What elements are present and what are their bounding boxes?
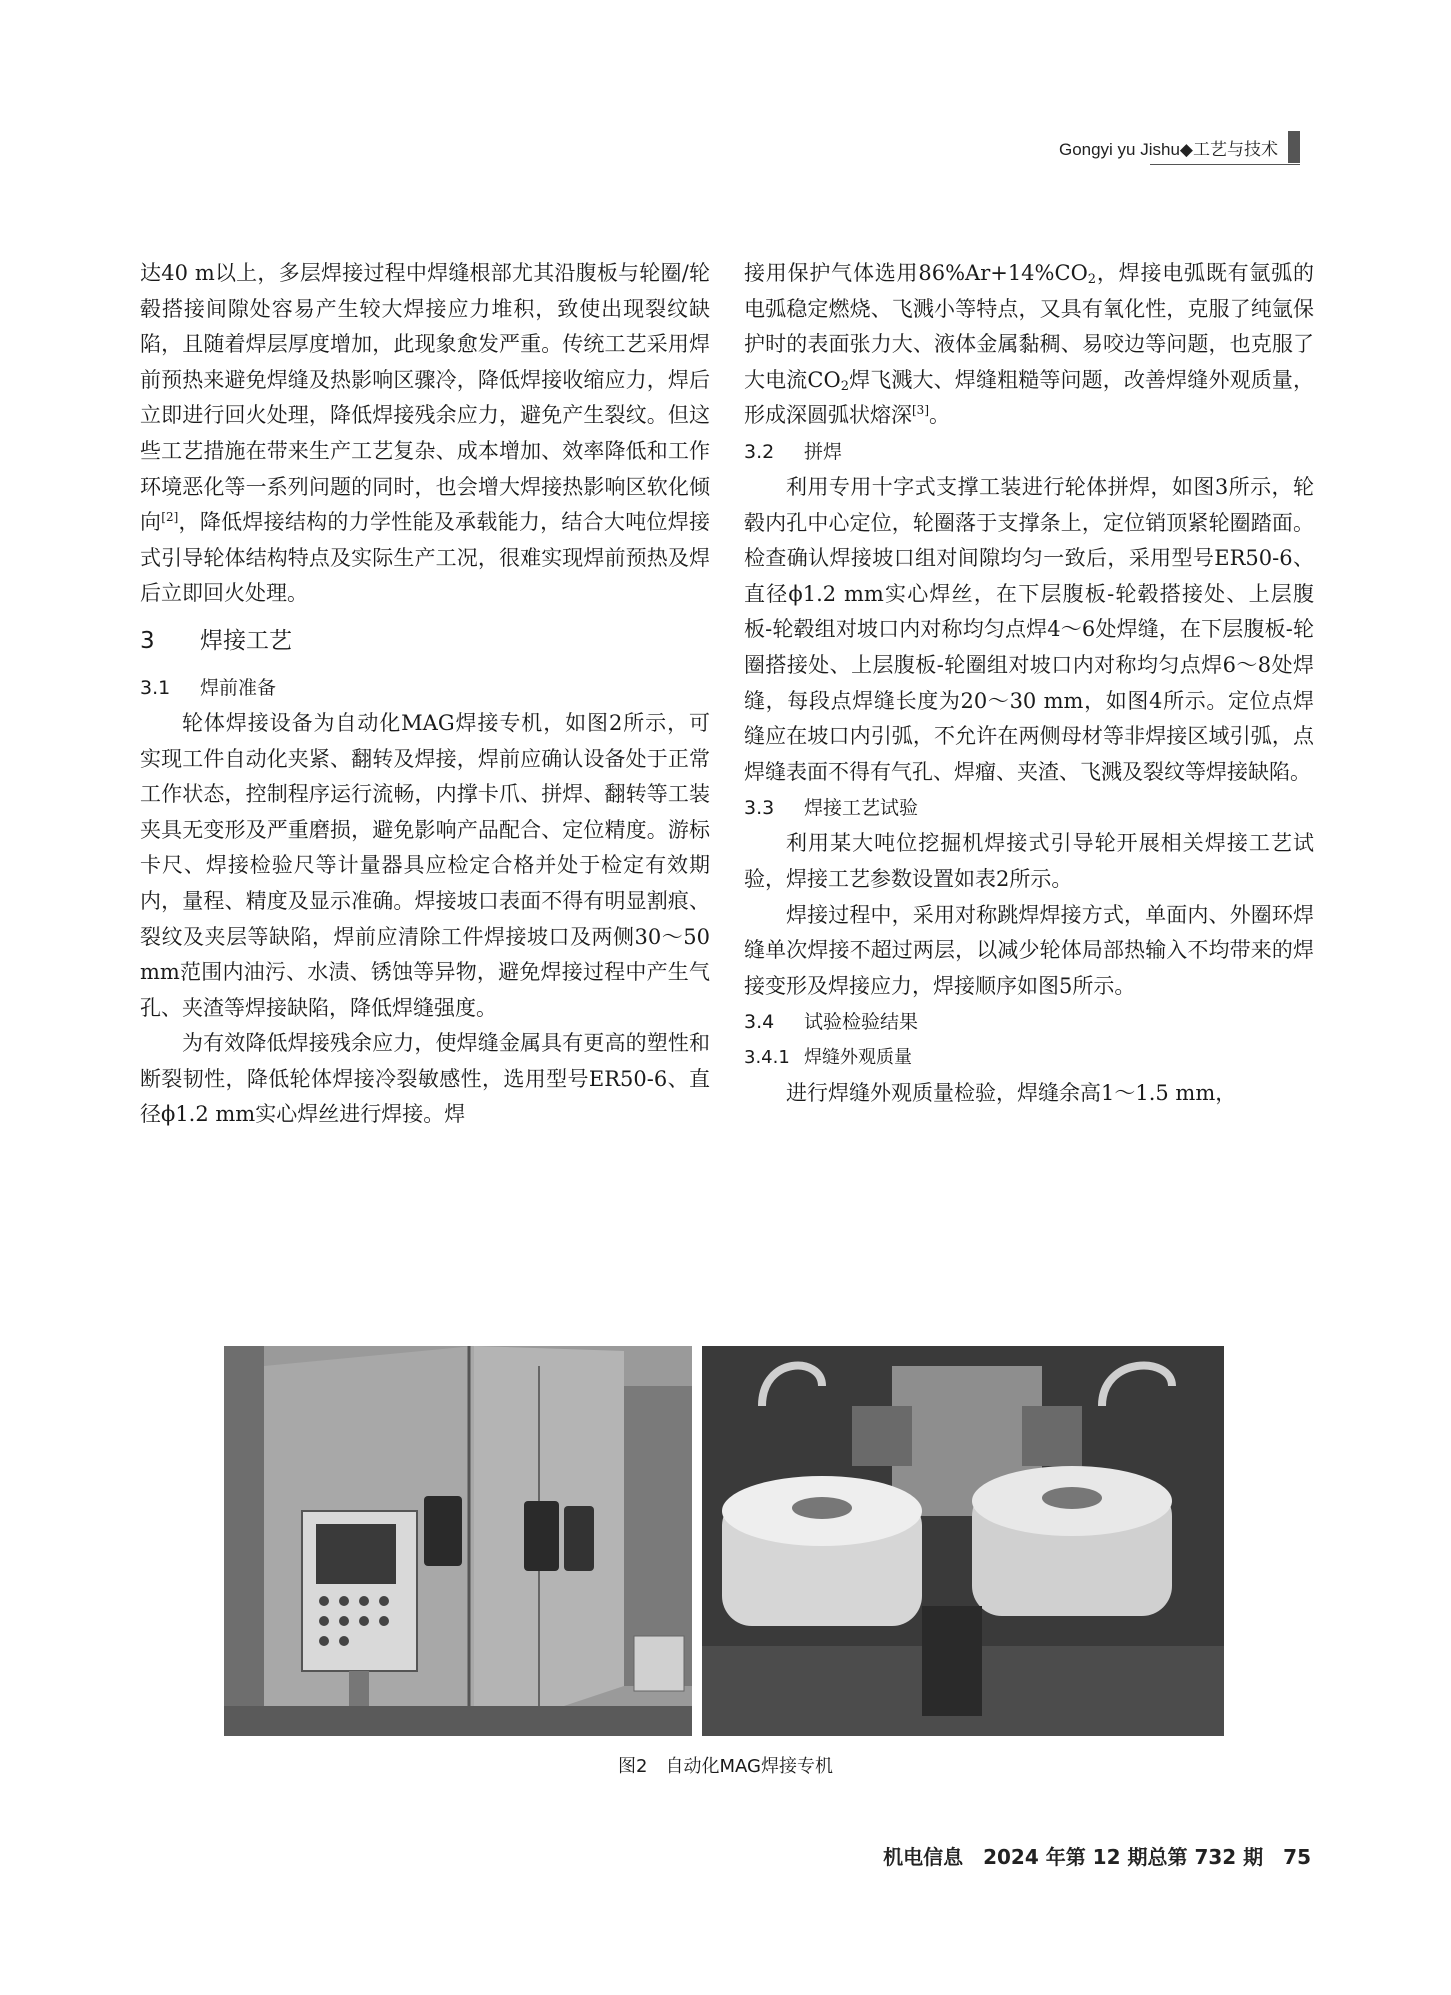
- issue-info: 2024 年第 12 期总第 732 期: [983, 1845, 1264, 1869]
- welding-machine-photo: [224, 1346, 692, 1736]
- page-number: 75: [1283, 1845, 1311, 1869]
- section-heading-3-3: 3.3 焊接工艺试验: [744, 797, 919, 820]
- left-column: [140, 256, 710, 1133]
- right-column: [744, 256, 1314, 1112]
- paragraph: 利用某大吨位挖掘机焊接式引导轮开展相关焊接工艺试验，焊接工艺参数设置如表2所示。: [744, 831, 1314, 891]
- section-heading-3-4-1: 3.4.1 焊缝外观质量: [744, 1047, 912, 1069]
- paragraph: 利用专用十字式支撑工装进行轮体拼焊，如图3所示，轮毂内孔中心定位，轮圈落于支撑条上，定位销顶紧轮圈踏面。检查确认焊接坡口组对间隙均匀一致后，采用型号ER50-6、直径ϕ1.2 mm实心焊丝，在下层腹板-轮毂搭接处、上层腹板-轮毂组对坡口内对称均匀点焊4～6处焊缝，在下层腹板-轮圈搭接处、上层腹板-轮圈组对坡口内对称均匀点焊6～8处焊缝，每段点焊缝长度为20～30 mm，如图4所示。定位点焊缝应在坡口内引弧，不允许在两侧母材等非焊接区域引弧，点焊缝表面不得有气孔、焊瘤、夹渣、飞溅及裂纹等焊接缺陷。: [744, 474, 1314, 784]
- paragraph: 为有效降低焊接残余应力，使焊缝金属具有更高的塑性和断裂韧性，降低轮体焊接冷裂敏感性，选用型号ER50-6、直径ϕ1.2 mm实心焊丝进行焊接。焊: [140, 1031, 710, 1127]
- running-header: [1000, 131, 1300, 167]
- paragraph: 焊接过程中，采用对称跳焊焊接方式，单面内、外圈环焊缝单次焊接不超过两层，以减少轮体局部热输入不均带来的焊接变形及焊接应力，焊接顺序如图5所示。: [744, 902, 1314, 998]
- figure-2: [224, 1346, 1224, 1736]
- header-rule: [1150, 164, 1300, 165]
- journal-name: 机电信息: [883, 1845, 964, 1869]
- paragraph: 接用保护气体选用$86\%Ar+14\%CO_2$，焊接电弧既有氩弧的电弧稳定燃烧、飞溅小等特点，又具有氧化性，克服了纯氩保护时的表面张力大、液体金属黏稠、易咬边等问题，也克服了大电流$CO_2$焊飞溅大、焊缝粗糙等问题，改善焊缝外观质量，形成深圆弧状熔深[3]。: [744, 261, 1315, 428]
- paragraph: 进行焊缝外观质量检验，焊缝余高1～1.5 mm，: [786, 1081, 1237, 1106]
- header-title: Gongyi yu Jishu◆工艺与技术: [1058, 140, 1278, 159]
- section-heading-3-4: 3.4 试验检验结果: [744, 1011, 919, 1034]
- citation: [3]: [912, 403, 929, 418]
- header-bar: [1288, 131, 1300, 163]
- section-heading-3: 3 焊接工艺: [140, 627, 292, 654]
- wheel-welding-photo: [702, 1346, 1224, 1736]
- citation: [2]: [161, 510, 179, 525]
- section-heading-3-1: 3.1 焊前准备: [140, 676, 277, 699]
- page-footer: [883, 1841, 1311, 1870]
- paragraph: 达40 m以上，多层焊接过程中焊缝根部尤其沿腹板与轮圈/轮毂搭接间隙处容易产生较大焊接应力堆积，致使出现裂纹缺陷，且随着焊层厚度增加，此现象愈发严重。传统工艺采用焊前预热来避免焊缝及热影响区骤冷，降低焊接收缩应力，焊后立即进行回火处理，降低焊接残余应力，避免产生裂纹。但这些工艺措施在带来生产工艺复杂、成本增加、效率降低和工作环境恶化等一系列问题的同时，也会增大焊接热影响区软化倾向[2]，降低焊接结构的力学性能及承载能力，结合大吨位焊接式引导轮体结构特点及实际生产工况，很难实现焊前预热及焊后立即回火处理。: [140, 261, 711, 606]
- figure-caption: 图2 自动化MAG焊接专机: [618, 1756, 833, 1777]
- section-heading-3-2: 3.2 拼焊: [744, 440, 843, 463]
- paragraph: 轮体焊接设备为自动化MAG焊接专机，如图2所示，可实现工件自动化夹紧、翻转及焊接，焊前应确认设备处于正常工作状态，控制程序运行流畅，内撑卡爪、拼焊、翻转等工装夹具无变形及严重磨损，避免影响产品配合、定位精度。游标卡尺、焊接检验尺等计量器具应检定合格并处于检定有效期内，量程、精度及显示准确。焊接坡口表面不得有明显割痕、裂纹及夹层等缺陷，焊前应清除工件焊接坡口及两侧30～50 mm范围内油污、水渍、锈蚀等异物，避免焊接过程中产生气孔、夹渣等焊接缺陷，降低焊缝强度。: [140, 710, 710, 1020]
